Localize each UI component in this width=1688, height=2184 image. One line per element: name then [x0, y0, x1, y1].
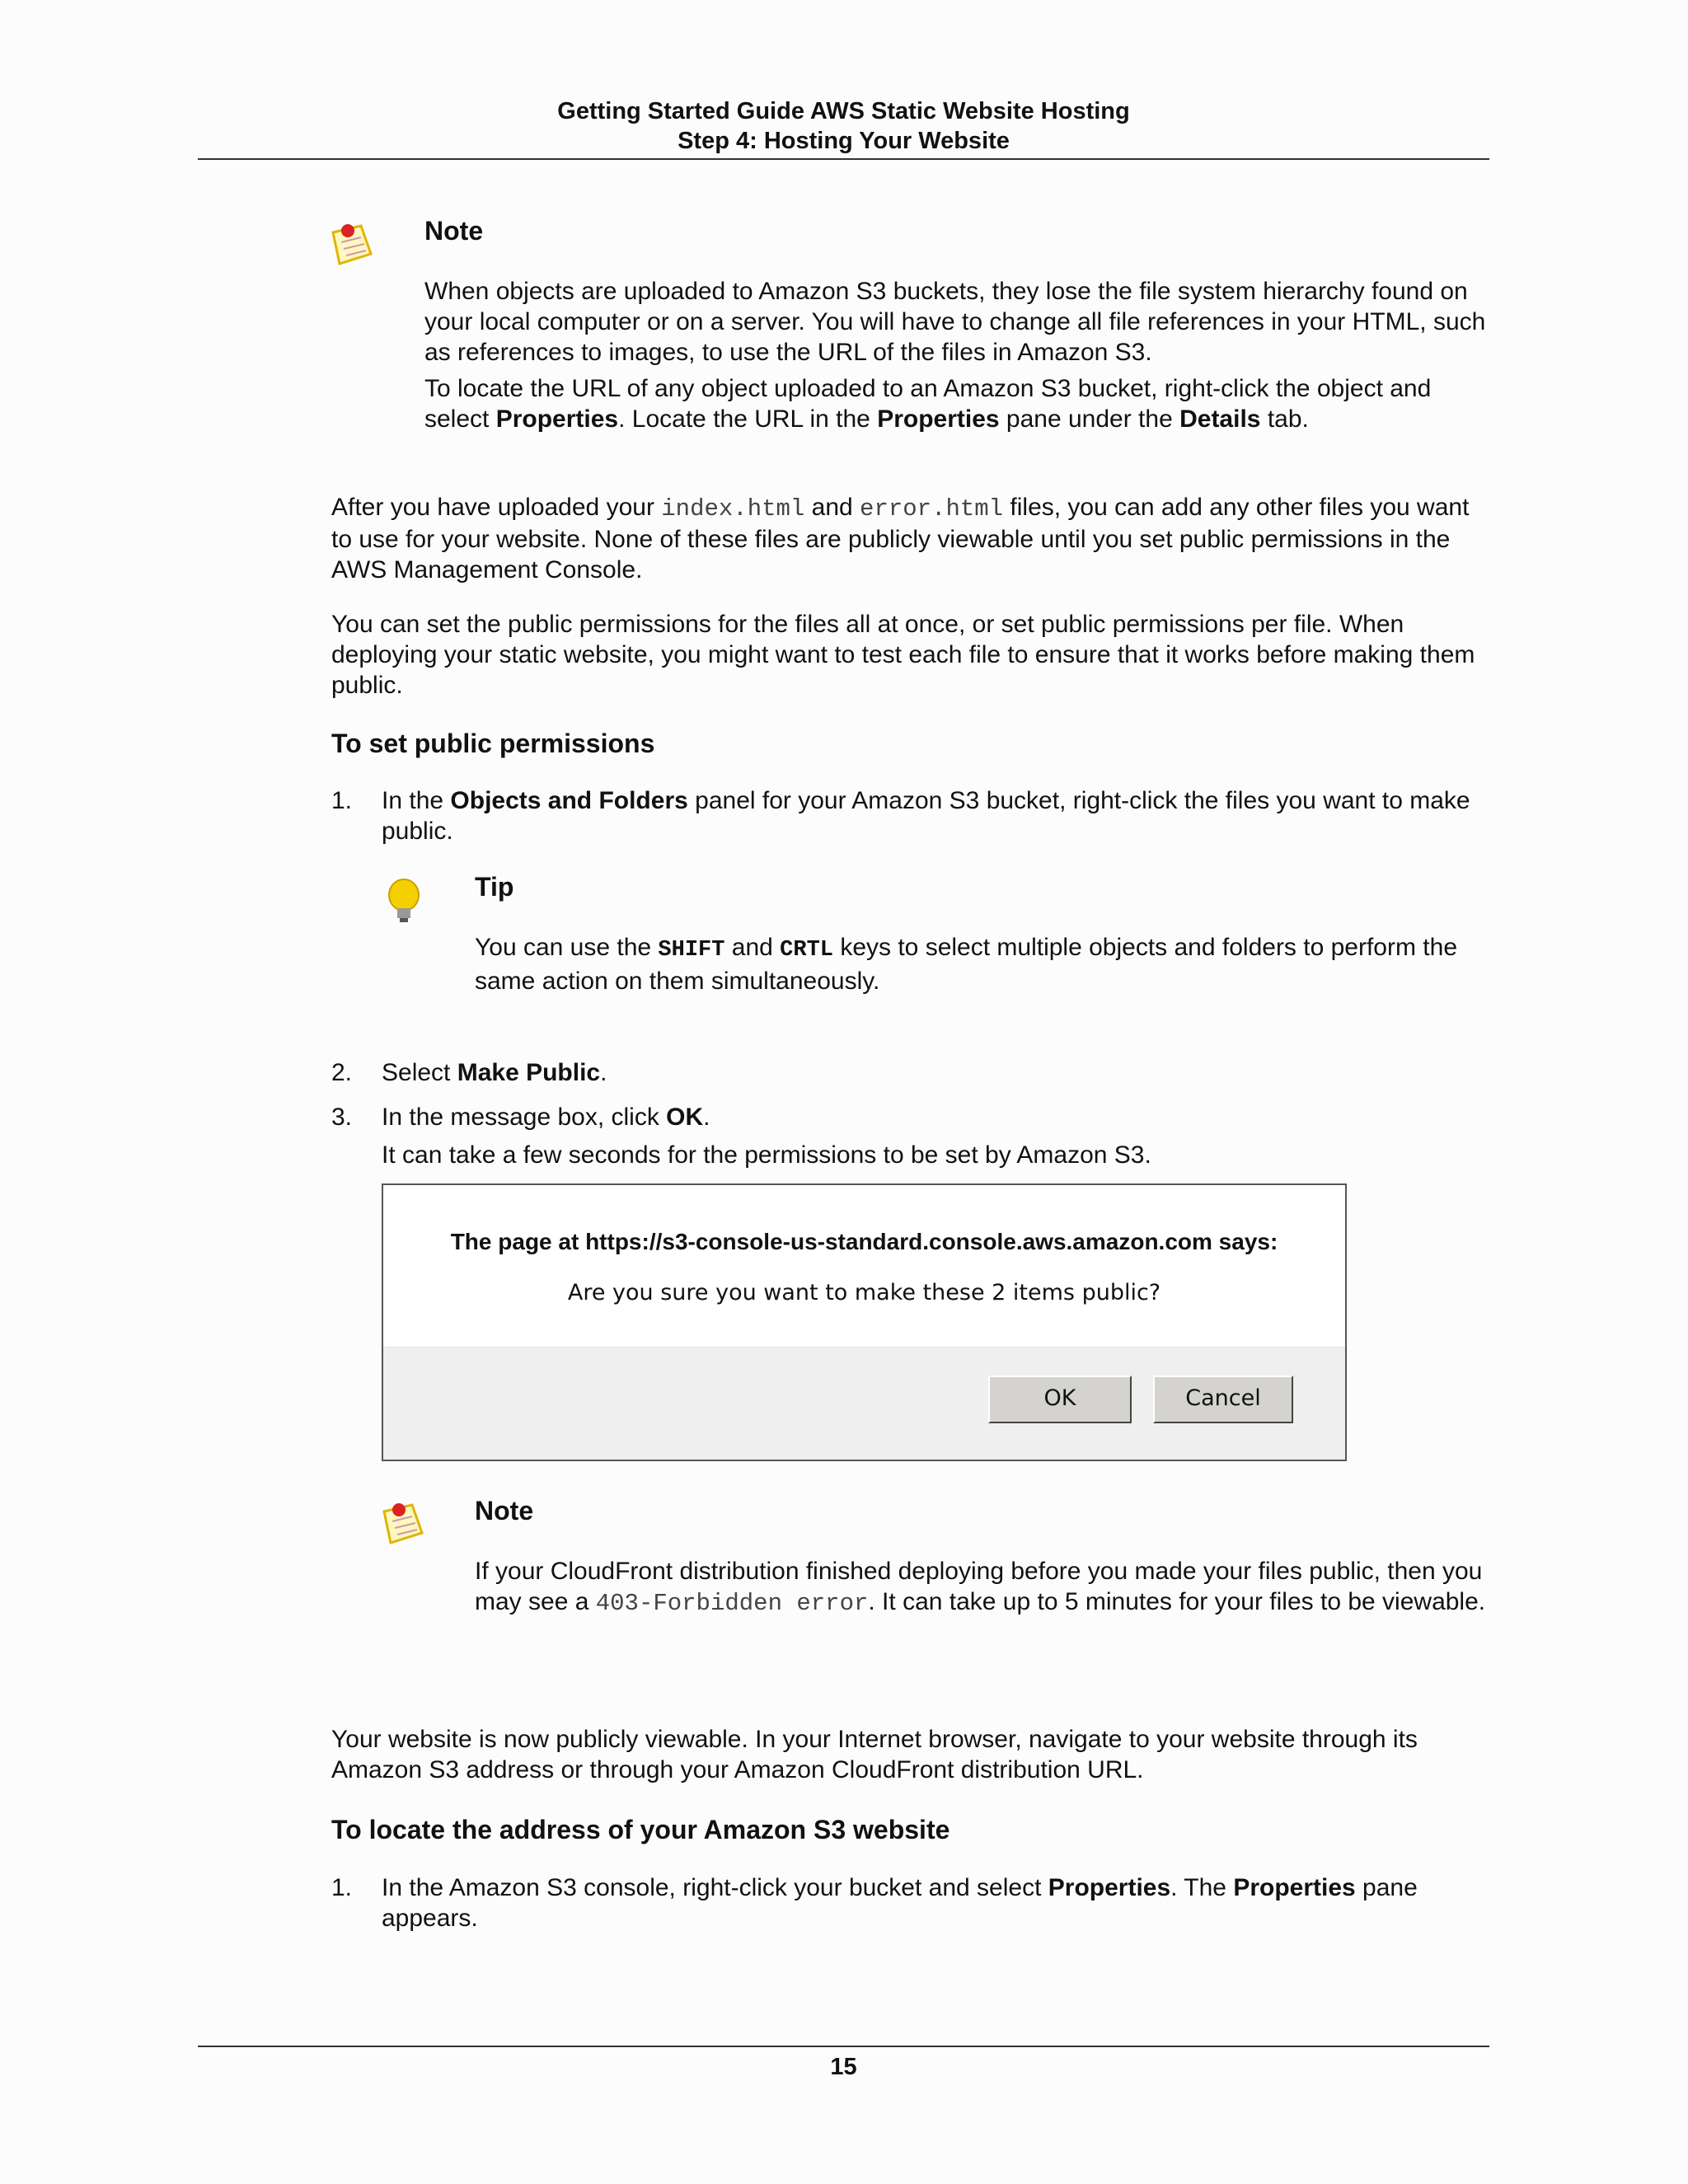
note-icon — [328, 221, 376, 267]
header-subtitle: Step 4: Hosting Your Website — [678, 128, 1010, 154]
step-number: 1. — [331, 787, 353, 814]
tip-title: Tip — [475, 872, 514, 902]
tip-text: You can use the SHIFT and CRTL keys to select multiple objects and folders to perform the same action on them simultaneously. — [475, 934, 1458, 995]
note-text: If your CloudFront distribution finished deploying before you made your files public, then you may see a 403-Forbidden error. It can take up to 5 minutes for your files to be viewable. — [475, 1558, 1486, 1617]
page-number: 15 — [830, 2054, 857, 2080]
note-icon — [379, 1500, 427, 1546]
cancel-button[interactable]: Cancel — [1153, 1376, 1293, 1423]
note-text-2: To locate the URL of any object uploaded to an Amazon S3 bucket, right-click the object and select Properties. Locate the URL in the Properties pane under the Details tab. — [424, 375, 1432, 433]
lightbulb-icon — [384, 877, 424, 926]
section-heading: To set public permissions — [331, 729, 655, 758]
note-title: Note — [424, 216, 484, 246]
header-rule — [198, 158, 1489, 160]
step-text: In the Objects and Folders panel for your Amazon S3 bucket, right-click the files you want to make public. — [382, 787, 1470, 845]
step-number: 2. — [331, 1059, 353, 1086]
header-title: Getting Started Guide AWS Static Website Hosting — [557, 98, 1130, 124]
paragraph-permissions: You can set the public permissions for the files all at once, or set public permissions per file. When deploying your static website, you might want to test each file to ensure that it works before making them public. — [331, 611, 1475, 699]
step-number: 1. — [331, 1874, 353, 1901]
ok-button[interactable]: OK — [988, 1376, 1132, 1423]
footer-rule — [198, 2046, 1489, 2047]
dialog-title: The page at https://s3-console-us-standard.console.aws.amazon.com says: — [450, 1229, 1278, 1254]
paragraph-viewable: Your website is now publicly viewable. In your Internet browser, navigate to your website through its Amazon S3 address or through your Amazon CloudFront distribution URL. — [331, 1726, 1418, 1783]
note-title: Note — [475, 1496, 534, 1526]
note-text: When objects are uploaded to Amazon S3 buckets, they lose the file system hierarchy found on your local computer or on a server. You will have to change all file references in your HTML, such as references to images, to use the URL of the files in Amazon S3. — [424, 278, 1486, 366]
step-text: In the Amazon S3 console, right-click your bucket and select Properties. The Properties pane appears. — [382, 1874, 1418, 1932]
dialog-message: Are you sure you want to make these 2 items public? — [567, 1280, 1161, 1305]
section-heading: To locate the address of your Amazon S3 website — [331, 1815, 950, 1844]
step-text: Select Make Public. — [382, 1059, 607, 1086]
step-text: In the message box, click OK. — [382, 1104, 710, 1131]
confirm-dialog-screenshot — [382, 1183, 1347, 1461]
step-subtext: It can take a few seconds for the permissions to be set by Amazon S3. — [382, 1141, 1151, 1169]
step-number: 3. — [331, 1104, 353, 1131]
paragraph-upload: After you have uploaded your index.html and error.html files, you can add any other files you want to use for your website. None of these files are publicly viewable until you set public permissions in the AWS Management Console. — [331, 494, 1470, 583]
